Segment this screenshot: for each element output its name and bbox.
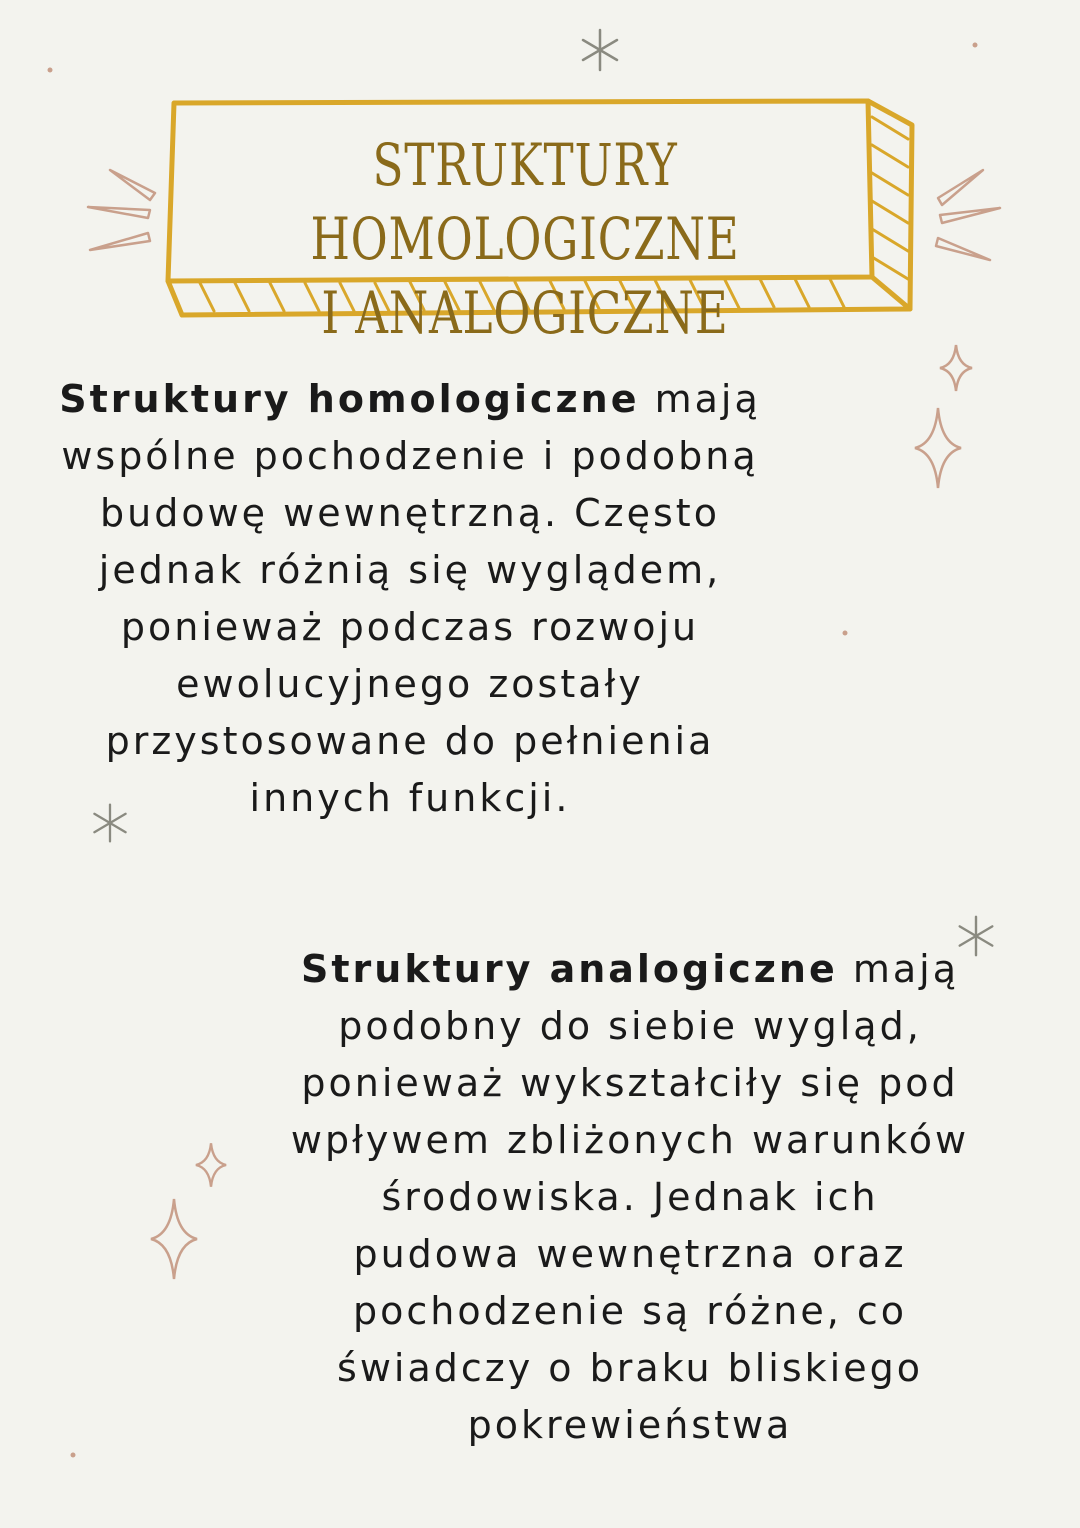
dot-icon	[840, 628, 850, 638]
dot-icon	[45, 65, 55, 75]
title-line-2: I ANALOGICZNE	[321, 279, 729, 347]
homologous-text: mają wspólne pochodzenie i podobną budowę wewnętrzną. Często jednak różnią się wyglądem, ponieważ podczas rozwoju ewolucyjnego zostały przystosowane do pełnienia innych funkcji.	[61, 377, 761, 820]
burst-lines-icon	[928, 160, 1008, 270]
page-title	[252, 128, 798, 350]
dot-icon	[970, 40, 980, 50]
sparkle-icon	[148, 1196, 200, 1282]
title-line-1: STRUKTURY HOMOLOGICZNE	[310, 131, 740, 273]
burst-lines-icon	[80, 155, 160, 265]
sparkle-icon	[938, 343, 974, 393]
sparkle-icon	[912, 405, 964, 491]
asterisk-icon	[575, 25, 625, 75]
analogous-term: Struktury analogiczne	[301, 947, 838, 991]
homologous-term: Struktury homologiczne	[59, 377, 640, 421]
analogous-text: mają podobny do siebie wygląd, ponieważ wykształciły się pod wpływem zbliżonych warunków środowiska. Jednak ich pudowa wewnętrzna oraz pochodzenie są różne, co świadczy o braku bliskiego pokrewieństwa	[290, 947, 970, 1447]
analogous-paragraph	[290, 941, 970, 1454]
dot-icon	[68, 1450, 78, 1460]
sparkle-icon	[194, 1140, 228, 1190]
homologous-paragraph	[40, 371, 780, 827]
